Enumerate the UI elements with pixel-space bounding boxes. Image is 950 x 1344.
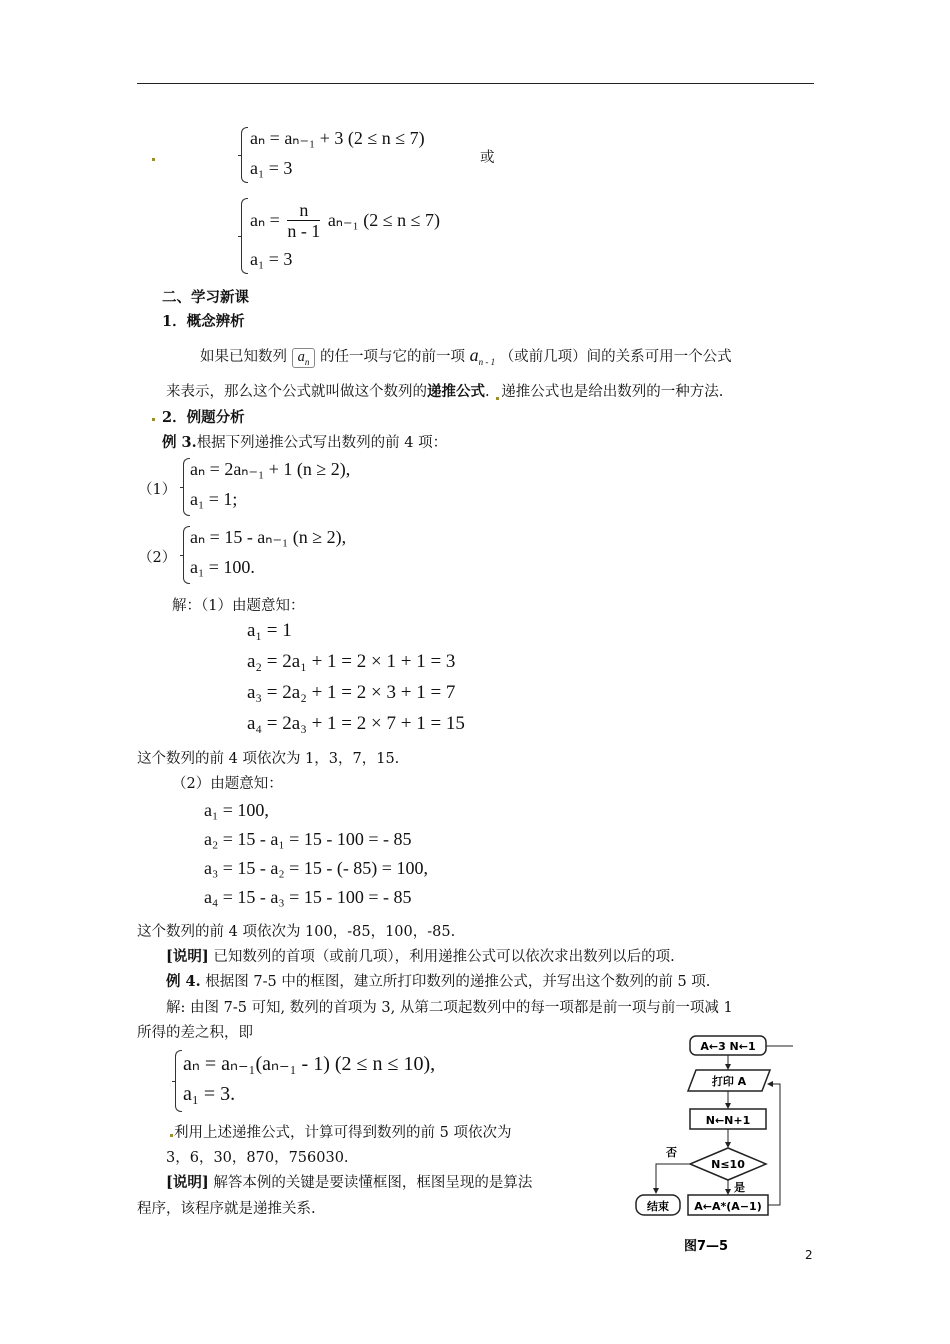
- example4-title: 例 4. 根据图 7-5 中的框图，建立所打印数列的递推公式，并写出这个数列的前 5 项.: [166, 973, 711, 990]
- marker-dot: [152, 418, 155, 421]
- system2-line2: a₁ = 3: [250, 249, 293, 269]
- example3-system2-line1: aₙ = 15 - aₙ₋₁ (n ≥ 2),: [190, 527, 347, 547]
- example3-system1-line2: a₁ = 1;: [190, 489, 238, 509]
- solution1-intro: 解：（1）由题意知：: [172, 598, 305, 614]
- calc-line: a₄ = 15 - a₃ = 15 - 100 = - 85: [204, 887, 412, 907]
- brace: [175, 1050, 182, 1112]
- brace: [241, 198, 248, 274]
- system1-line1: aₙ = aₙ₋₁ + 3 (2 ≤ n ≤ 7): [250, 128, 425, 148]
- brace: [183, 458, 190, 516]
- result2: 这个数列的前 4 项依次为 100，-85，100，-85.: [137, 924, 456, 940]
- yes-label: 是: [734, 1181, 745, 1194]
- sequence-notation: $a_n$: [292, 348, 316, 368]
- example3-system1-line1: aₙ = 2aₙ₋₁ + 1 (n ≥ 2),: [190, 459, 351, 479]
- flowchart: [628, 1028, 800, 1258]
- recurrence-line1: aₙ = aₙ₋₁(aₙ₋₁ - 1) (2 ≤ n ≤ 10),: [183, 1053, 436, 1075]
- example4-solution-line2: 所得的差之积，即: [137, 1025, 253, 1041]
- note1: [说明] 已知数列的首项（或前几项），利用递推公式可以依次求出数列以后的项.: [166, 948, 675, 965]
- recursive-formula-term: 递推公式: [427, 383, 485, 400]
- calc-line: a₃ = 15 - a₂ = 15 - (- 85) = 100,: [204, 858, 428, 878]
- paragraph-line2: 来表示，那么这个公式就叫做这个数列的递推公式. 递推公式也是给出数列的一种方法.: [166, 383, 724, 400]
- text: （或前几项）间的关系可用一个公式: [499, 349, 732, 365]
- marker-dot: [170, 1134, 173, 1137]
- subsection-1: 1．概念辨析: [162, 313, 245, 330]
- note2-line1: [说明] 解答本例的关键是要读懂框图，框图呈现的是算法: [166, 1174, 533, 1191]
- term: a: [469, 345, 479, 365]
- result1: 这个数列的前 4 项依次为 1，3，7，15.: [137, 751, 400, 767]
- system1-line2: a₁ = 3: [250, 158, 293, 178]
- calc-line: a₁ = 100,: [204, 800, 269, 820]
- calc-line: a₁ = 1: [247, 620, 292, 641]
- note-tag: [说明]: [166, 1174, 209, 1191]
- fraction: [287, 200, 320, 241]
- page-number: 2: [805, 1248, 813, 1262]
- calc-line: a₂ = 2a₁ + 1 = 2 × 1 + 1 = 3: [247, 651, 456, 672]
- update-text: A←A*(A−1): [694, 1200, 762, 1213]
- example3-system2-line2: a₁ = 100.: [190, 557, 255, 577]
- marker-dot: [152, 158, 155, 161]
- brace: [183, 526, 190, 584]
- example4-solution-line1: 解: 由图 7-5 可知, 数列的首项为 3, 从第二项起数列中的每一项都是前一项与前一项减 1: [166, 1000, 733, 1016]
- example3-label1: （1）: [138, 482, 177, 498]
- or-text: 或: [480, 150, 495, 166]
- recurrence-line2: a₁ = 3.: [183, 1083, 236, 1105]
- calc-line: a₄ = 2a₃ + 1 = 2 × 7 + 1 = 15: [247, 713, 465, 734]
- fraction-numerator: n: [287, 200, 320, 221]
- system2-line1: [250, 200, 440, 241]
- print-text: 打印 A: [711, 1075, 747, 1088]
- example4-values: 3，6，30，870，756030.: [166, 1150, 349, 1166]
- fraction-denominator: n - 1: [287, 221, 321, 241]
- example3-title: 例 3.根据下列递推公式写出数列的前 4 项：: [162, 434, 448, 451]
- calc-line: a₃ = 2a₂ + 1 = 2 × 3 + 1 = 7: [247, 682, 456, 703]
- example4-use: 利用上述递推公式，计算可得到数列的前 5 项依次为: [174, 1125, 512, 1141]
- solution2-intro: （2）由题意知：: [172, 776, 283, 792]
- flowchart-caption: 图7—5: [683, 1239, 729, 1254]
- system2-head: aₙ =: [250, 210, 280, 230]
- text: 如果已知数列: [200, 349, 287, 365]
- note-tag: [说明]: [166, 948, 209, 965]
- paragraph-line1: [200, 345, 732, 368]
- subsection-2: 2．例题分析: [162, 409, 245, 426]
- no-label: 否: [666, 1146, 677, 1159]
- brace: [241, 127, 248, 183]
- system2-tail: aₙ₋₁ (2 ≤ n ≤ 7): [327, 210, 440, 230]
- increment-text: N←N+1: [705, 1114, 751, 1127]
- term-sub: n - 1: [478, 356, 496, 367]
- text: 的任一项与它的前一项: [319, 349, 465, 365]
- header-rule: [137, 83, 814, 84]
- calc-line: a₂ = 15 - a₁ = 15 - 100 = - 85: [204, 829, 412, 849]
- condition-text: N≤10: [711, 1158, 745, 1171]
- example3-label2: （2）: [138, 550, 177, 566]
- end-text: 结束: [647, 1200, 669, 1213]
- note2-line2: 程序，该程序就是递推关系.: [137, 1201, 316, 1217]
- init-text: A←3 N←1: [700, 1040, 756, 1053]
- section-title: 二、学习新课: [162, 289, 249, 306]
